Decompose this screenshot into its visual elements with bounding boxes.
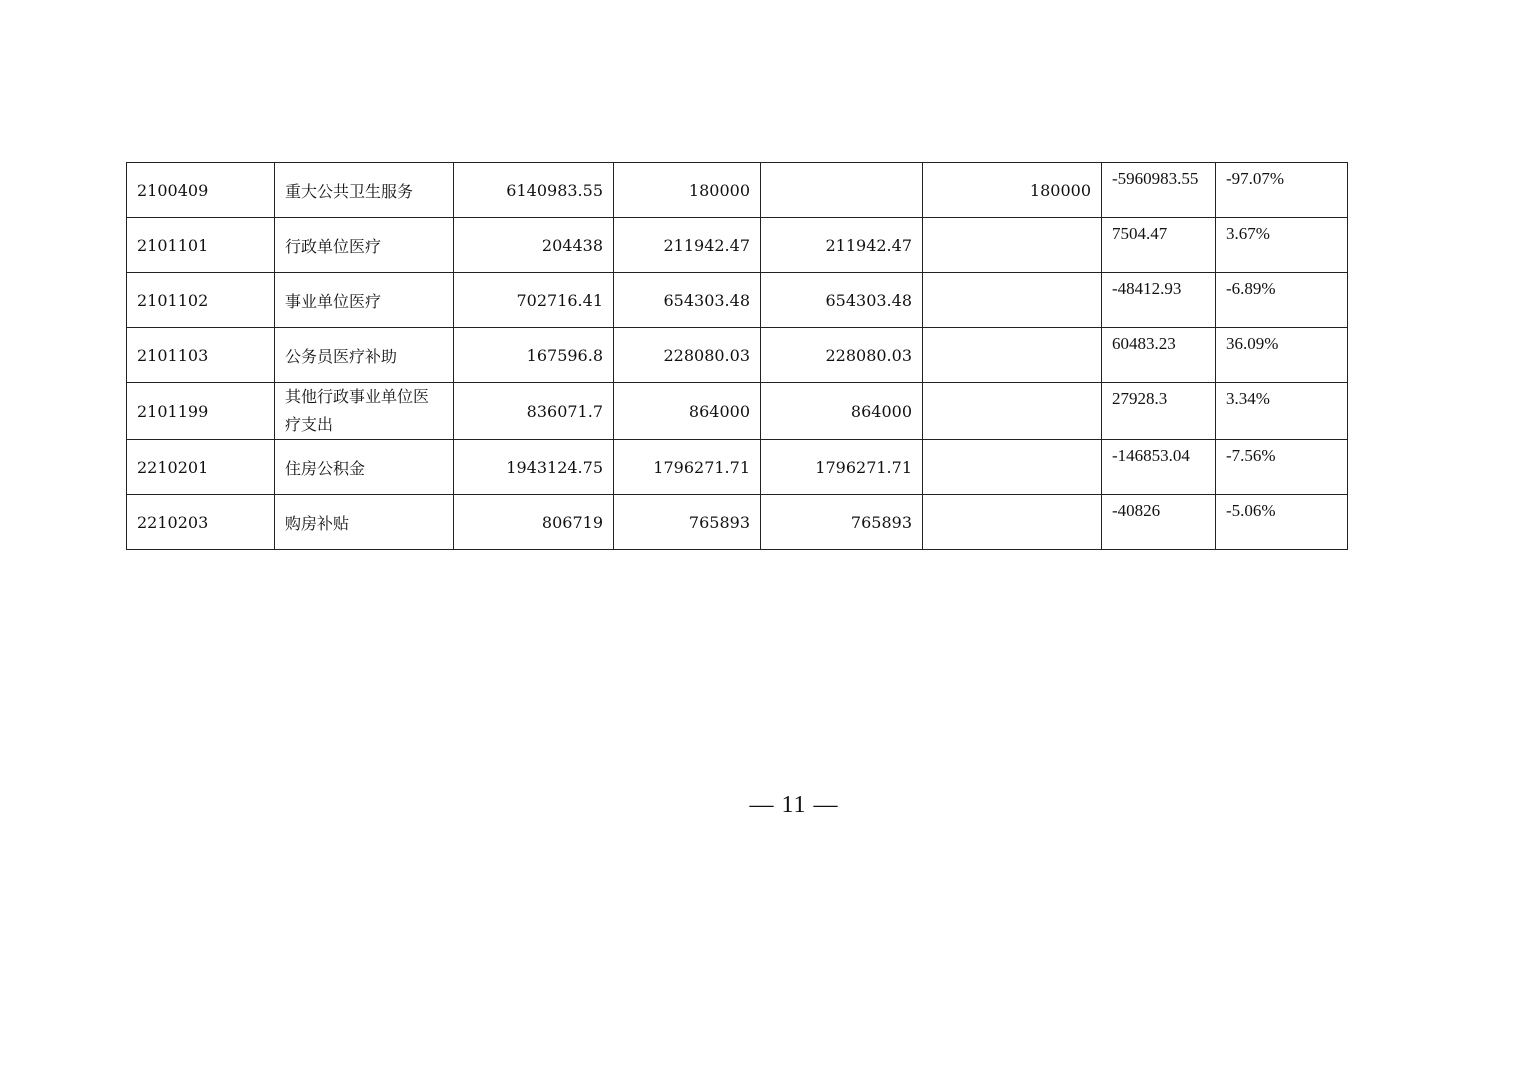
table-row [127,273,1348,328]
change-percent: -97.07% [1216,163,1348,218]
change-percent: -5.06% [1216,495,1348,550]
amount-col4: 211942.47 [614,218,761,273]
item-code: 2100409 [127,163,275,218]
item-name: 住房公积金 [275,440,454,495]
amount-col6 [923,328,1102,383]
item-name: 购房补贴 [275,495,454,550]
page-number: — 11 — [749,792,839,818]
item-name: 公务员医疗补助 [275,328,454,383]
item-code: 2101103 [127,328,275,383]
item-name: 重大公共卫生服务 [275,163,454,218]
item-code: 2101102 [127,273,275,328]
change-amount: 7504.47 [1102,218,1216,273]
item-code: 2210201 [127,440,275,495]
change-amount: 60483.23 [1102,328,1216,383]
amount-col5: 211942.47 [761,218,923,273]
change-percent: 36.09% [1216,328,1348,383]
change-amount: 27928.3 [1102,383,1216,440]
table-row [127,163,1348,218]
amount-col4: 864000 [614,383,761,440]
table-row [127,495,1348,550]
amount-col6 [923,273,1102,328]
amount-col4: 654303.48 [614,273,761,328]
table-row [127,328,1348,383]
change-amount: -40826 [1102,495,1216,550]
amount-col6 [923,383,1102,440]
amount-col6: 180000 [923,163,1102,218]
item-code: 2101199 [127,383,275,440]
amount-col4: 228080.03 [614,328,761,383]
budget-table [126,162,1348,550]
amount-col5 [761,163,923,218]
amount-col4: 1796271.71 [614,440,761,495]
table-row [127,440,1348,495]
amount-col6 [923,440,1102,495]
change-percent: 3.67% [1216,218,1348,273]
amount-col3: 6140983.55 [454,163,614,218]
amount-col3: 836071.7 [454,383,614,440]
amount-col5: 864000 [761,383,923,440]
item-name: 行政单位医疗 [275,218,454,273]
change-amount: -48412.93 [1102,273,1216,328]
table-row [127,218,1348,273]
change-percent: 3.34% [1216,383,1348,440]
change-percent: -6.89% [1216,273,1348,328]
amount-col6 [923,218,1102,273]
item-code: 2210203 [127,495,275,550]
amount-col4: 765893 [614,495,761,550]
change-amount: -146853.04 [1102,440,1216,495]
amount-col3: 204438 [454,218,614,273]
change-amount: -5960983.55 [1102,163,1216,218]
amount-col4: 180000 [614,163,761,218]
item-name: 其他行政事业单位医疗支出 [275,383,454,440]
amount-col5: 228080.03 [761,328,923,383]
amount-col5: 765893 [761,495,923,550]
amount-col3: 167596.8 [454,328,614,383]
table-row [127,383,1348,440]
change-percent: -7.56% [1216,440,1348,495]
amount-col6 [923,495,1102,550]
amount-col3: 806719 [454,495,614,550]
item-name: 事业单位医疗 [275,273,454,328]
amount-col5: 1796271.71 [761,440,923,495]
amount-col3: 702716.41 [454,273,614,328]
amount-col3: 1943124.75 [454,440,614,495]
item-code: 2101101 [127,218,275,273]
amount-col5: 654303.48 [761,273,923,328]
